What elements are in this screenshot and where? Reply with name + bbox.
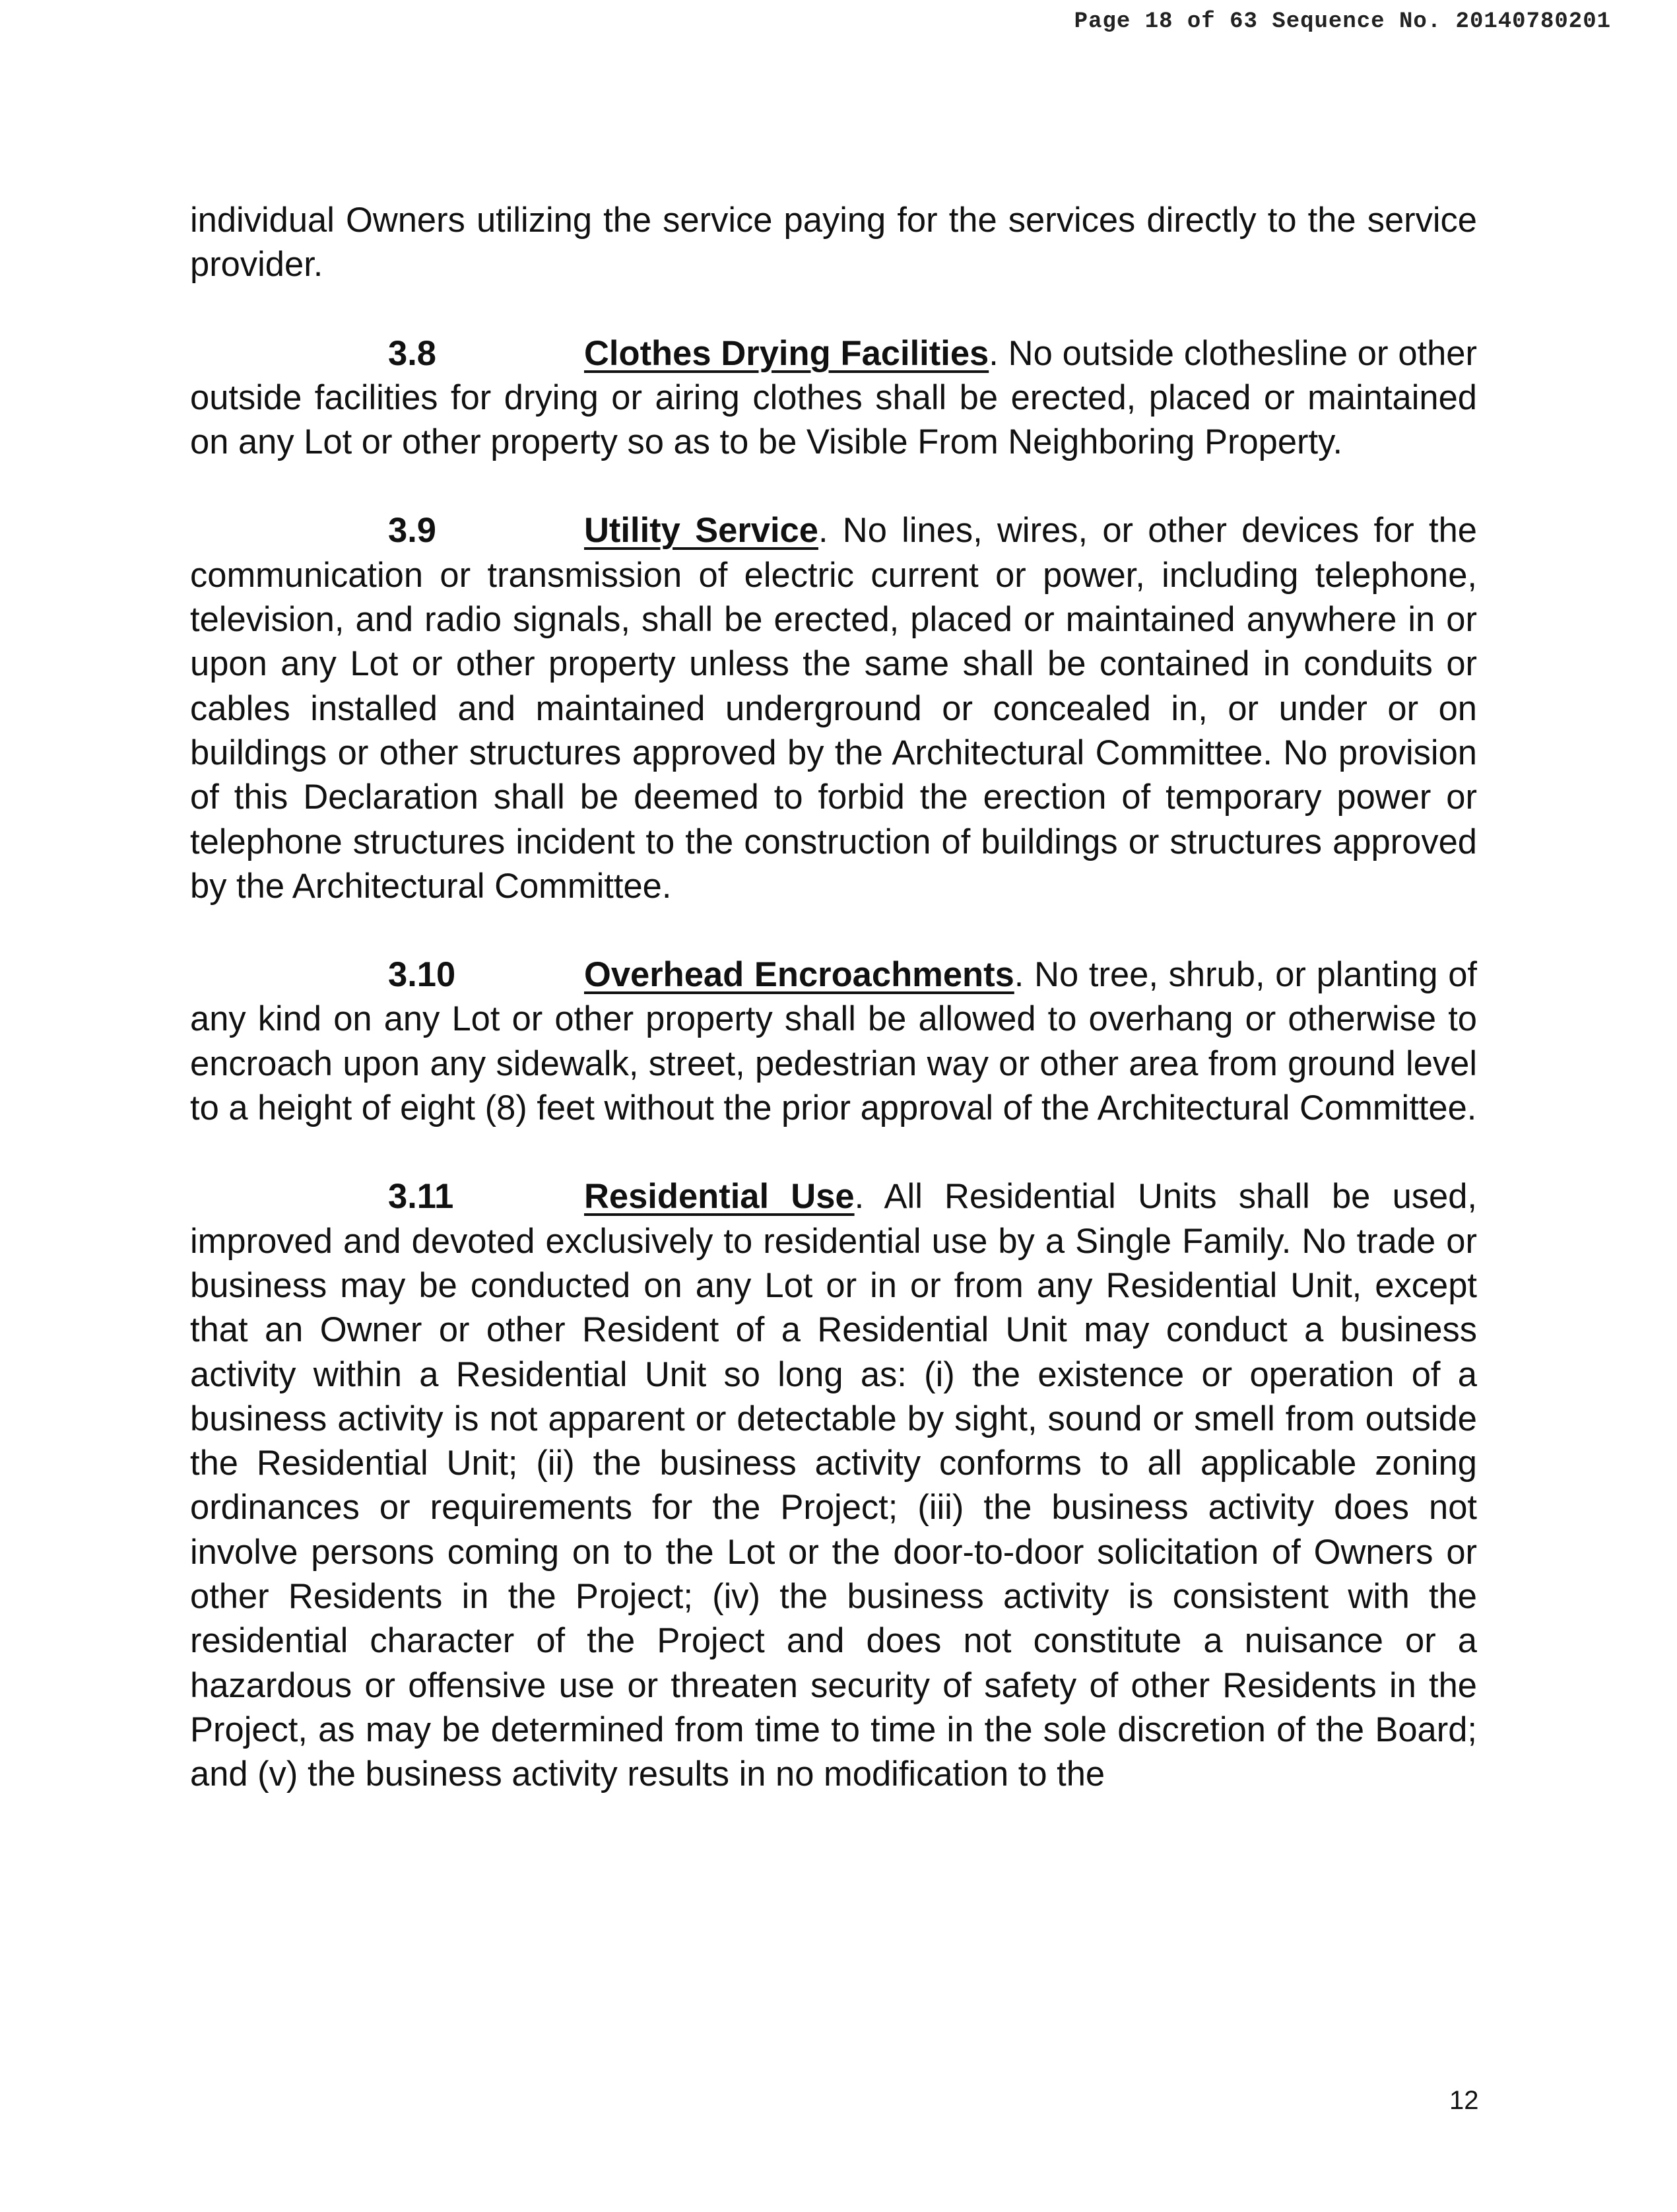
section-body: No lines, wires, or other devices for the communication or transmission of electric current or power, including telephone, television, and radio signals, shall be erected, placed or maintained anywhere in or upon any Lot or other property unless the same shall be contained in conduits or cables installed and maintained underground or concealed in, or under or on buildings or other structures approved by the Architectural Committee. No provision of this Declaration shall be deemed to forbid the erection of temporary power or telephone structures incident to the construction of buildings or structures approved by the Architectural Committee. <box>190 511 1478 906</box>
section-body: All Residential Units shall be used, improved and devoted exclusively to residential use by a Single Family. No trade or business may be conducted on any Lot or in or from any Residential Unit, except that an Owner or other Resident of a Residential Unit may conduct a business activity within a Residential Unit so long as: (i) the existence or operation of a business activity is not apparent or detectable by sight, sound or smell from outside the Residential Unit; (ii) the business activity conforms to all applicable zoning ordinances or requirements for the Project; (iii) the business activity does not involve persons coming on to the Lot or the door-to-door solicitation of Owners or other Residents in the Project; (iv) the business activity is consistent with the residential character of the Project and does not constitute a nuisance or a hazardous or offensive use or threaten security of safety of other Residents in the Project, as may be determined from time to time in the sole discretion of the Board; and (v) the business activity results in no modification to the <box>190 1177 1478 1794</box>
section-body: No tree, shrub, or planting of any kind on any Lot or other property shall be allowed to overhang or otherwise to encroach upon any sidewalk, street, pedestrian way or other area from ground level to a height of eight (8) feet without the prior approval of the Architectural Committee. <box>190 955 1477 1128</box>
document-body <box>190 198 1477 1841</box>
section-body: No outside clothesline or other outside facilities for drying or airing clothes shall be erected, placed or maintained on any Lot or other property so as to be Visible From Neighboring Property. <box>190 333 1477 462</box>
section-3-9 <box>190 508 1477 908</box>
section-title-punct: . <box>989 333 999 373</box>
section-number: 3.11 <box>388 1177 454 1217</box>
section-title-punct: . <box>818 511 828 551</box>
section-3-8 <box>190 331 1477 465</box>
section-number: 3.8 <box>388 333 436 373</box>
page-number: 12 <box>1449 2086 1479 2115</box>
continuation-paragraph: individual Owners utilizing the service paying for the services directly to the service provider. <box>190 201 1477 285</box>
section-title: Overhead Encroachments <box>584 955 1014 995</box>
section-number: 3.9 <box>388 511 436 551</box>
section-number: 3.10 <box>388 955 456 995</box>
section-title-punct: . <box>854 1177 865 1217</box>
page-header: Page 18 of 63 Sequence No. 20140780201 <box>1074 9 1611 34</box>
section-title: Utility Service <box>584 511 818 551</box>
section-title: Clothes Drying Facilities <box>584 333 989 373</box>
section-3-11 <box>190 1174 1477 1796</box>
section-title: Residential Use <box>584 1177 855 1217</box>
section-title-punct: . <box>1014 955 1024 995</box>
section-3-10 <box>190 953 1477 1130</box>
